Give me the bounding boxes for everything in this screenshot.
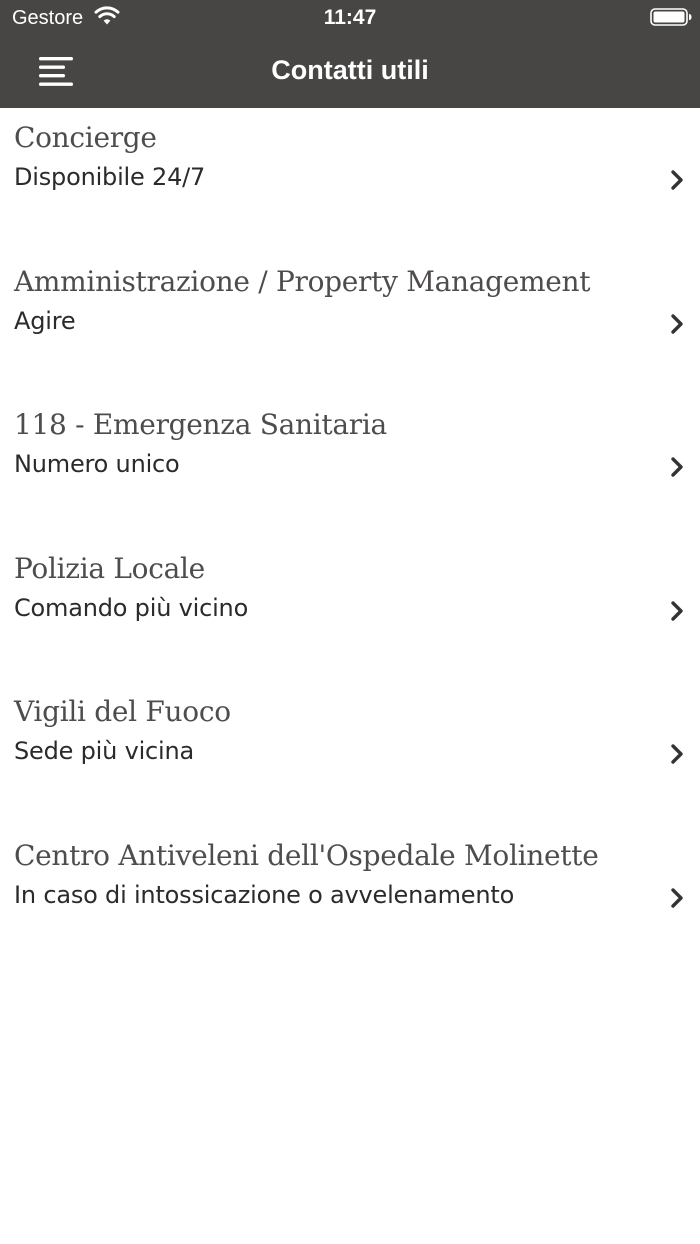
page-title: Contatti utili	[271, 55, 429, 85]
contact-subtitle: Agire	[14, 306, 76, 335]
contact-title: Vigili del Fuoco	[14, 695, 231, 729]
chevron-right-icon	[668, 168, 686, 192]
contact-subtitle: Disponibile 24/7	[14, 163, 206, 191]
contact-subtitle: Comando più vicino	[14, 593, 249, 622]
contact-title: Concierge	[14, 121, 157, 154]
chevron-right-icon	[668, 742, 686, 766]
contact-title: Polizia Locale	[14, 551, 205, 585]
status-bar	[0, 0, 700, 36]
navigation-bar	[0, 36, 700, 108]
chevron-right-icon	[668, 886, 686, 910]
status-time: 11:47	[323, 6, 377, 29]
contact-title: Amministrazione / Property Management	[14, 264, 591, 298]
menu-button[interactable]	[30, 48, 82, 96]
contact-title: 118 - Emergenza Sanitaria	[14, 408, 387, 442]
hamburger-menu-icon	[30, 48, 82, 96]
contact-subtitle: Numero unico	[14, 450, 180, 479]
chevron-right-icon	[668, 312, 686, 336]
contact-title: Centro Antiveleni dell'Ospedale Molinette	[14, 838, 599, 872]
contact-subtitle: In caso di intossicazione o avvelenamento	[14, 880, 515, 909]
contacts-list	[0, 108, 700, 970]
contact-subtitle: Sede più vicina	[14, 737, 195, 766]
contact-item-property-management[interactable]	[0, 252, 700, 396]
contact-item-emergency-118[interactable]	[0, 395, 700, 539]
chevron-right-icon	[668, 599, 686, 623]
chevron-right-icon	[668, 455, 686, 479]
contact-item-vigili-del-fuoco[interactable]	[0, 682, 700, 826]
contact-item-concierge[interactable]	[0, 108, 700, 252]
contact-item-centro-antiveleni[interactable]	[0, 826, 700, 970]
carrier-label: Gestore	[12, 7, 84, 29]
contact-item-polizia-locale[interactable]	[0, 539, 700, 683]
top-bar	[0, 0, 700, 108]
battery-icon	[650, 8, 692, 26]
